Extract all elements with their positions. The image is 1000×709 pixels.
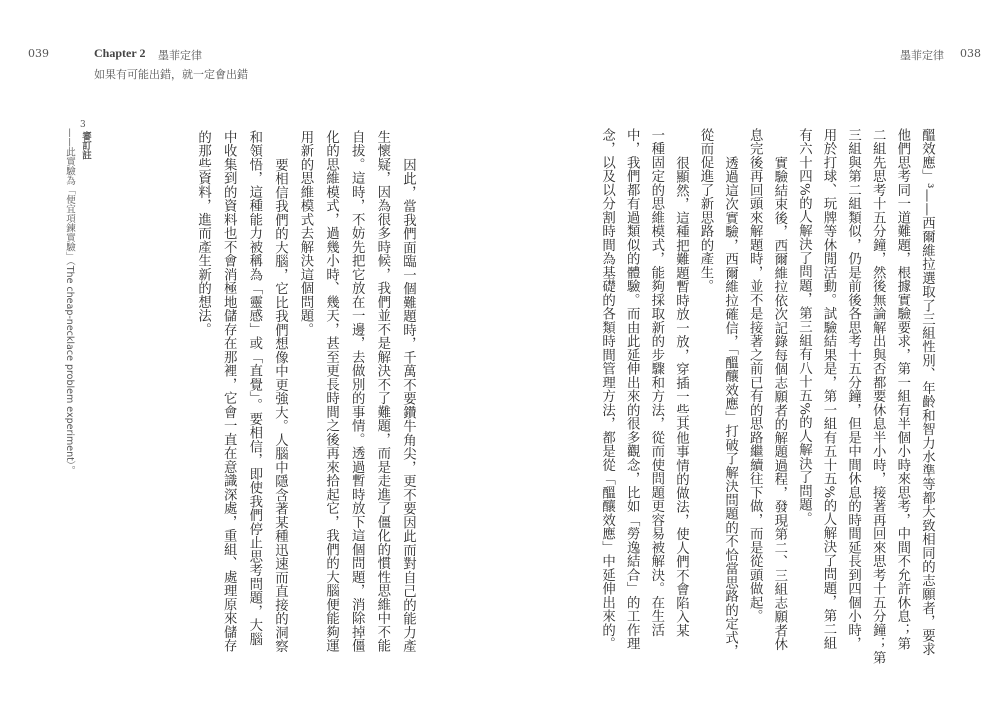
footnote-text: ——此實驗為「便宜項鍊實驗」（The cheap-necklace problem experiment）。 bbox=[64, 128, 75, 476]
text-column: 自拔。這時，不妨先把它放在一邊，去做別的事情。透過暫時放下這個問題，消除掉僵 bbox=[349, 130, 365, 653]
text-column: 的那些資料，進而產生新的想法。 bbox=[195, 130, 211, 337]
text-column: 他們思考同一道難題，根據實驗要求，第一組有半個小時來思考，中間不允許休息；第 bbox=[894, 128, 910, 651]
text-column: 中，我們都有過類似的體驗。而由此延伸出來的很多觀念，比如「勞逸結合」的工作理 bbox=[624, 128, 640, 651]
running-title: 墨菲定律 bbox=[900, 49, 944, 62]
text-column: 念，以及以分割時間為基礎的各類時間管理方法，都是從「醞釀效應」中延伸出來的。 bbox=[599, 128, 615, 651]
left-page-number: 039 bbox=[28, 47, 49, 60]
footnote-number: 3 bbox=[80, 120, 86, 130]
text-column: 有六十四%的人解決了問題，第三組有八十五%的人解決了問題。 bbox=[796, 128, 812, 526]
text-column: 要相信我們的大腦，它比我們想像中更強大。人腦中隱含著某種迅速而直接的洞察 bbox=[272, 158, 288, 653]
text-column: 三組與第二組類似，仍是前後各思考十五分鐘，但是中間休息的時間延長到四個小時， bbox=[845, 128, 861, 651]
right-page-number: 038 bbox=[960, 47, 981, 60]
text-column: 用新的思維模式去解決這個問題。 bbox=[298, 130, 313, 337]
text-column: 二組先思考十五分鐘，然後無論解出與否都要休息半小時，接著再回來思考十五分鐘；第 bbox=[870, 128, 886, 665]
text-column: 和領悟，這種能力被稱為「靈感」或「直覺」。要相信，即使我們停止思考問題，大腦 bbox=[246, 130, 262, 646]
chapter-label: Chapter 2 bbox=[94, 46, 146, 60]
footnote-label: 審訂註 bbox=[80, 131, 91, 160]
text-column: 因此，當我們面臨一個難題時，千萬不要鑽牛角尖，更不要因此而對自己的能力產 bbox=[400, 158, 416, 653]
text-column: 從而促進了新思路的產生。 bbox=[698, 128, 713, 293]
chapter-subtitle: 如果有可能出錯，就一定會出錯 bbox=[94, 68, 248, 81]
text-column: 息完後再回頭來解題時，並不是接著之前已有的思路繼續往下做，而是從頭做起。 bbox=[747, 128, 763, 623]
text-column: 醞效應」³——西爾維拉選取了三組性別、年齡和智力水準等都大致相同的志願者，要求 bbox=[919, 128, 935, 657]
text-column: 化的思維模式，過幾小時、幾天，甚至更長時間之後再來拾起它，我們的大腦便能夠運 bbox=[323, 130, 339, 653]
text-column: 生懷疑，因為很多時候，我們並不是解決不了難題，而是走進了僵化的慣性思維中不能 bbox=[374, 130, 390, 653]
text-column: 用於打球、玩牌等休閒活動。試驗結果是，第一組有五十五%的人解決了問題，第二組 bbox=[821, 128, 836, 650]
text-column: 一種固定的思維模式，能夠採取新的步驟和方法，從而使問題更容易被解決。在生活 bbox=[648, 128, 664, 637]
text-column: 透過這次實驗，西爾維拉確信，「醞釀效應」打破了解決問題的不恰當思路的定式， bbox=[722, 156, 738, 659]
chapter-title: 墨菲定律 bbox=[158, 49, 202, 62]
text-column: 中收集到的資料也不會消極地儲存在那裡，它會一直在意識深處，重組、處理原來儲存 bbox=[221, 130, 237, 653]
text-column: 實驗結束後，西爾維拉依次記錄每個志願者的解題過程，發現第二、三組志願者休 bbox=[771, 156, 787, 651]
text-column: 很顯然，這種把難題暫時放一放，穿插一些其他事情的做法，使人們不會陷入某 bbox=[673, 156, 689, 638]
